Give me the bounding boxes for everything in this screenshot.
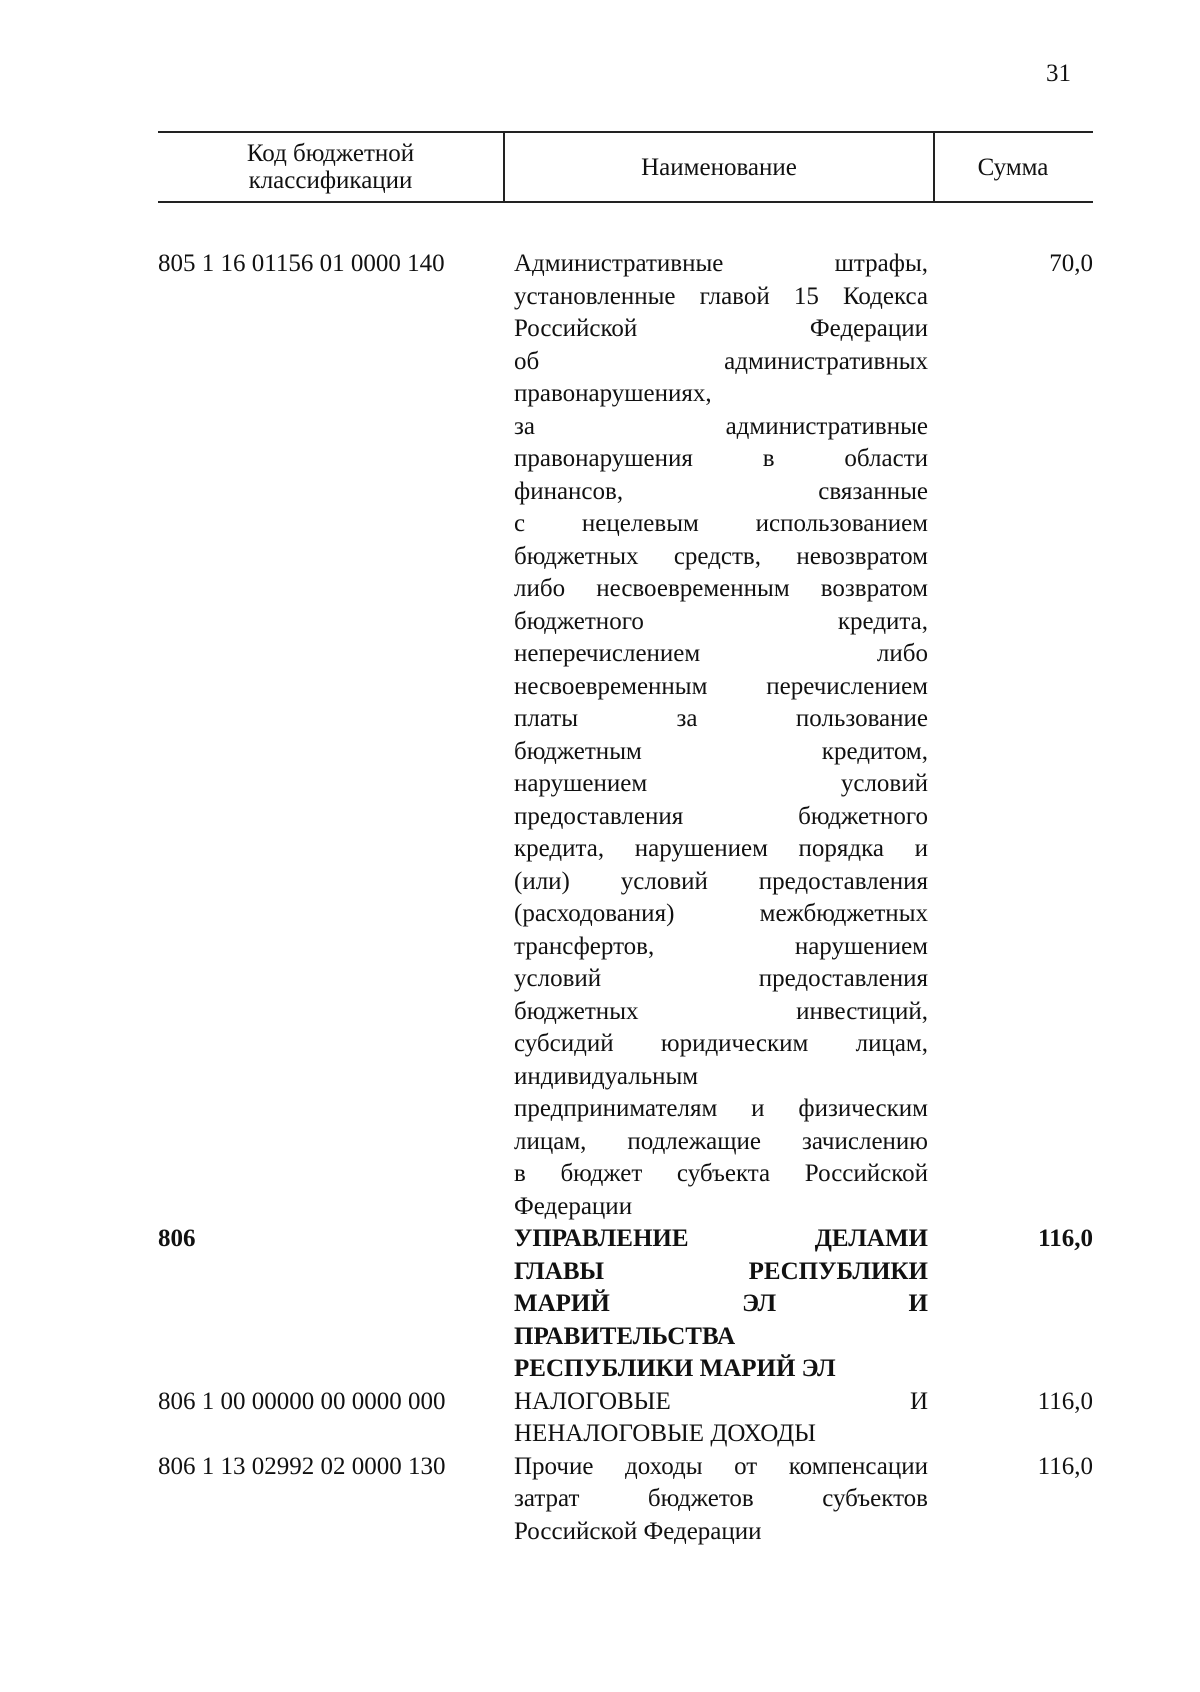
row-name-line: ПРАВИТЕЛЬСТВА: [514, 1322, 736, 1350]
header-code-line2: классификации: [248, 167, 413, 194]
row-name-line: (или) условий предоставления: [514, 867, 928, 895]
header-code-column: [158, 133, 503, 201]
row-name: [514, 248, 928, 1223]
row-name-line: лицам, подлежащие зачислению: [514, 1127, 928, 1155]
row-name-line: бюджетного кредита,: [514, 607, 928, 635]
row-name-line: несвоевременным перечислением: [514, 672, 928, 700]
row-name-line: предпринимателям и физическим: [514, 1095, 928, 1122]
row-name-line: предоставления бюджетного: [514, 802, 928, 830]
row-name-line: Российской Федерации: [514, 1517, 762, 1545]
row-name-line: правонарушения в области: [514, 445, 928, 472]
row-name-line: платы за пользование: [514, 705, 928, 732]
table-header: [158, 131, 1093, 203]
row-name: [514, 1223, 928, 1386]
row-name-line: установленные главой 15 Кодекса: [514, 282, 928, 310]
page-number: 31: [1046, 60, 1071, 87]
row-name-line: ГЛАВЫ РЕСПУБЛИКИ: [514, 1257, 928, 1285]
table-row: [158, 248, 1093, 1223]
row-name-line: трансфертов, нарушением: [514, 932, 928, 960]
row-name-line: субсидий юридическим лицам,: [514, 1030, 928, 1057]
row-name-line: об административных: [514, 347, 928, 375]
row-name-line: НАЛОГОВЫЕ И: [514, 1387, 928, 1415]
row-name-line: МАРИЙ ЭЛ И: [514, 1290, 928, 1317]
header-sum-column: Сумма: [977, 153, 1049, 181]
row-name-line: финансов, связанные: [514, 477, 928, 505]
row-name-line: затрат бюджетов субъектов: [514, 1485, 928, 1512]
row-name-line: бюджетных средств, невозвратом: [514, 542, 928, 570]
row-name-line: Прочие доходы от компенсации: [514, 1452, 928, 1480]
row-name-line: Российской Федерации: [514, 315, 928, 342]
header-code-line1: Код бюджетной: [246, 140, 415, 167]
row-code: 806: [158, 1225, 196, 1252]
row-name-line: бюджетным кредитом,: [514, 737, 928, 765]
row-code: 806 1 13 02992 02 0000 130: [158, 1452, 446, 1480]
row-sum: 116,0: [1037, 1452, 1093, 1480]
table-body: [158, 248, 1093, 1548]
row-name: [514, 1386, 928, 1451]
row-name-line: за административные: [514, 412, 928, 440]
row-name-line: индивидуальным: [514, 1062, 699, 1090]
row-name: [514, 1451, 928, 1549]
row-sum: 116,0: [1038, 1225, 1093, 1252]
header-name-column: Наименование: [503, 133, 935, 201]
row-name-line: УПРАВЛЕНИЕ ДЕЛАМИ: [514, 1225, 928, 1252]
row-name-line: неперечислением либо: [514, 640, 928, 667]
row-name-line: РЕСПУБЛИКИ МАРИЙ ЭЛ: [514, 1355, 836, 1382]
row-name-line: кредита, нарушением порядка и: [514, 835, 928, 862]
row-name-line: в бюджет субъекта Российской: [514, 1160, 928, 1187]
row-name-line: нарушением условий: [514, 770, 928, 797]
row-code: 806 1 00 00000 00 0000 000: [158, 1387, 446, 1415]
row-sum: 70,0: [1049, 250, 1093, 277]
row-name-line: с нецелевым использованием: [514, 510, 928, 537]
row-name-line: бюджетных инвестиций,: [514, 997, 928, 1025]
table-row: [158, 1451, 1093, 1549]
table-row: [158, 1386, 1093, 1451]
row-name-line: правонарушениях,: [514, 380, 712, 407]
row-name-line: Административные штрафы,: [514, 250, 928, 277]
row-code: 805 1 16 01156 01 0000 140: [158, 250, 445, 277]
row-name-line: НЕНАЛОГОВЫЕ ДОХОДЫ: [514, 1420, 816, 1447]
row-sum: 116,0: [1037, 1387, 1093, 1415]
table-row: [158, 1223, 1093, 1386]
row-name-line: условий предоставления: [514, 965, 928, 992]
row-name-line: Федерации: [514, 1192, 633, 1220]
row-name-line: либо несвоевременным возвратом: [514, 575, 928, 602]
row-name-line: (расходования) межбюджетных: [514, 900, 928, 927]
